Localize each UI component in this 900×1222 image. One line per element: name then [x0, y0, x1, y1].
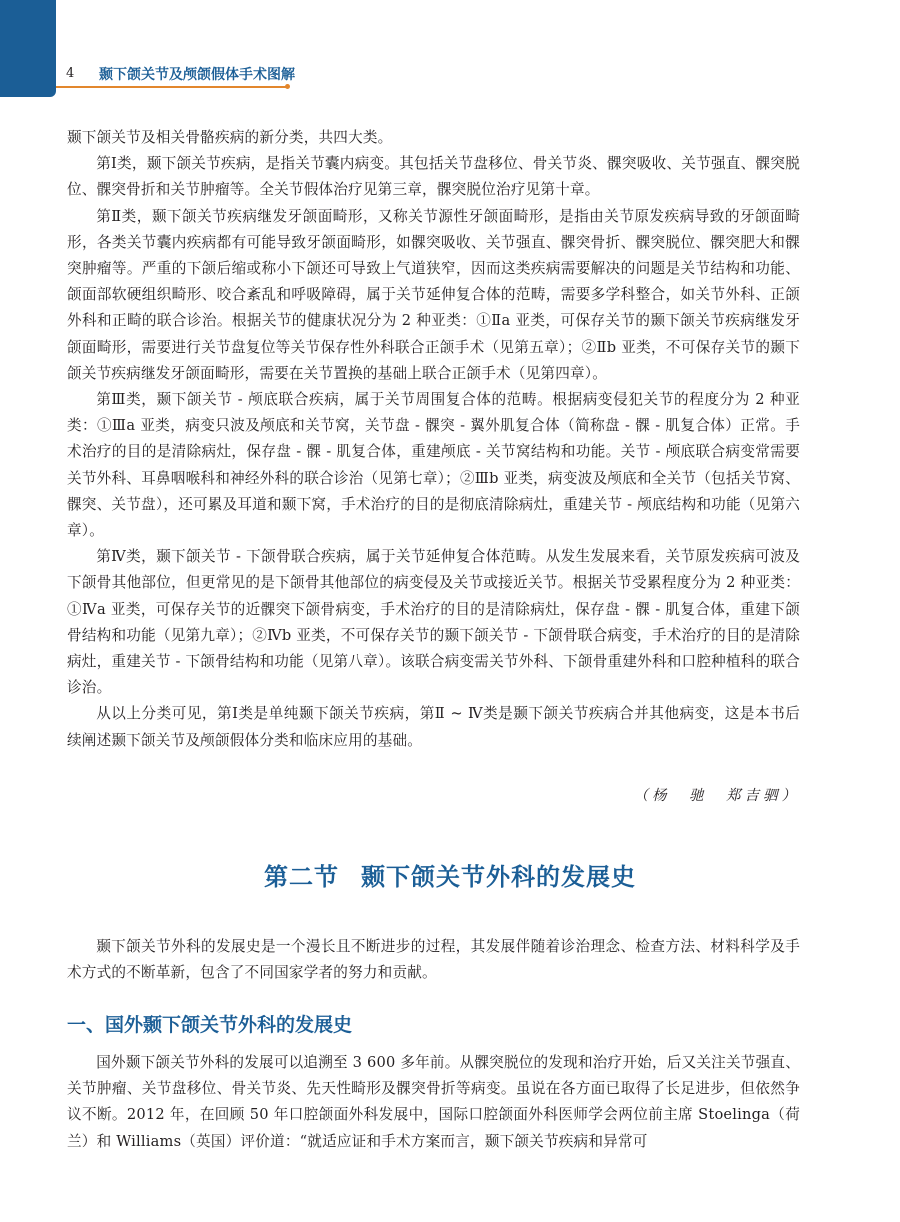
- paragraph-class-4: 第Ⅳ类，颞下颌关节 - 下颌骨联合疾病，属于关节延伸复合体范畴。从发生发展来看，关节原发疾病可波及下颌骨其他部位，但更常见的是下颌骨其他部位的病变侵及关节或接近关节。根据关节受累程度分为 2 种亚类：①Ⅳa 亚类，可保存关节的近髁突下颌骨病变，手术治疗的目的是清除病灶，保存盘 - 髁 - 肌复合体，重建下颌骨结构和功能（见第九章）；②Ⅳb 亚类，不可保存关节的颞下颌关节 - 下颌骨联合病变，手术治疗的目的是清除病灶，重建关节 - 下颌骨结构和功能（见第八章）。该联合病变需关节外科、下颌骨重建外科和口腔种植科的联合诊治。: [67, 548, 800, 697]
- header-rule-dot: [285, 84, 290, 89]
- author-credit: （杨 驰 郑吉驷）: [633, 788, 800, 804]
- paragraph-summary: 从以上分类可见，第Ⅰ类是单纯颞下颌关节疾病，第Ⅱ ~ Ⅳ类是颞下颌关节疾病合并其他病变，这是本书后续阐述颞下颌关节及颅颌假体分类和临床应用的基础。: [67, 705, 800, 749]
- classification-text: [67, 125, 800, 754]
- section-title-text: 颞下颌关节外科的发展史: [361, 863, 636, 891]
- subsection-heading: 一、国外颞下颌关节外科的发展史: [67, 1014, 353, 1036]
- section-number: 第二节: [264, 863, 339, 891]
- section-heading: [0, 857, 900, 892]
- intro-line: 颞下颌关节及相关骨骼疾病的新分类，共四大类。: [67, 129, 393, 146]
- chapter-tab-decoration: [0, 0, 56, 97]
- page-number: 4: [66, 66, 75, 81]
- header-rule: [56, 86, 288, 88]
- running-head-title: 颞下颌关节及颅颌假体手术图解: [99, 67, 295, 83]
- subsection-paragraph: 国外颞下颌关节外科的发展可以追溯至 3 600 多年前。从髁突脱位的发现和治疗开始，后又关注关节强直、关节肿瘤、关节盘移位、骨关节炎、先天性畸形及髁突骨折等病变。虽说在各方面已取得了长足进步，但依然争议不断。2012 年，在回顾 50 年口腔颌面外科发展中，国际口腔颌面外科医师学会两位前主席 Stoelinga（荷兰）和 Williams（英国）评价道：“就适应证和手术方案而言，颞下颌关节疾病和异常可: [67, 1054, 800, 1150]
- paragraph-class-2: 第Ⅱ类，颞下颌关节疾病继发牙颌面畸形，又称关节源性牙颌面畸形，是指由关节原发疾病导致的牙颌面畸形，各类关节囊内疾病都有可能导致牙颌面畸形，如髁突吸收、关节强直、髁突骨折、髁突脱位、髁突肥大和髁突肿瘤等。严重的下颌后缩或称小下颌还可导致上气道狭窄，因而这类疾病需要解决的问题是关节结构和功能、颌面部软硬组织畸形、咬合紊乱和呼吸障碍，属于关节延伸复合体的范畴，需要多学科整合，如关节外科、正颌外科和正畸的联合诊治。根据关节的健康状况分为 2 种亚类：①Ⅱa 亚类，可保存关节的颞下颌关节疾病继发牙颌面畸形，需要进行关节盘复位等关节保存性外科联合正颌手术（见第五章）；②Ⅱb 亚类，不可保存关节的颞下颌关节疾病继发牙颌面畸形，需要在关节置换的基础上联合正颌手术（见第四章）。: [67, 207, 800, 382]
- section-intro-paragraph: 颞下颌关节外科的发展史是一个漫长且不断进步的过程，其发展伴随着诊治理念、检查方法、材料科学及手术方式的不断革新，包含了不同国家学者的努力和贡献。: [67, 938, 800, 982]
- subsection-body: [67, 1050, 800, 1155]
- paragraph-class-1: 第Ⅰ类，颞下颌关节疾病，是指关节囊内病变。其包括关节盘移位、骨关节炎、髁突吸收、关节强直、髁突脱位、髁突骨折和关节肿瘤等。全关节假体治疗见第三章，髁突脱位治疗见第十章。: [67, 155, 800, 199]
- paragraph-class-3: 第Ⅲ类，颞下颌关节 - 颅底联合疾病，属于关节周围复合体的范畴。根据病变侵犯关节的程度分为 2 种亚类：①Ⅲa 亚类，病变只波及颅底和关节窝，关节盘 - 髁突 - 翼外肌复合体（简称盘 - 髁 - 肌复合体）正常。手术治疗的目的是清除病灶，保存盘 - 髁 - 肌复合体，重建颅底 - 关节窝结构和功能。关节 - 颅底联合病变常需要关节外科、耳鼻咽喉科和神经外科的联合诊治（见第七章）；②Ⅲb 亚类，病变波及颅底和全关节（包括关节窝、髁突、关节盘），还可累及耳道和颞下窝，手术治疗的目的是彻底清除病灶，重建关节 - 颅底结构和功能（见第六章）。: [67, 391, 800, 540]
- section-intro: [67, 934, 800, 986]
